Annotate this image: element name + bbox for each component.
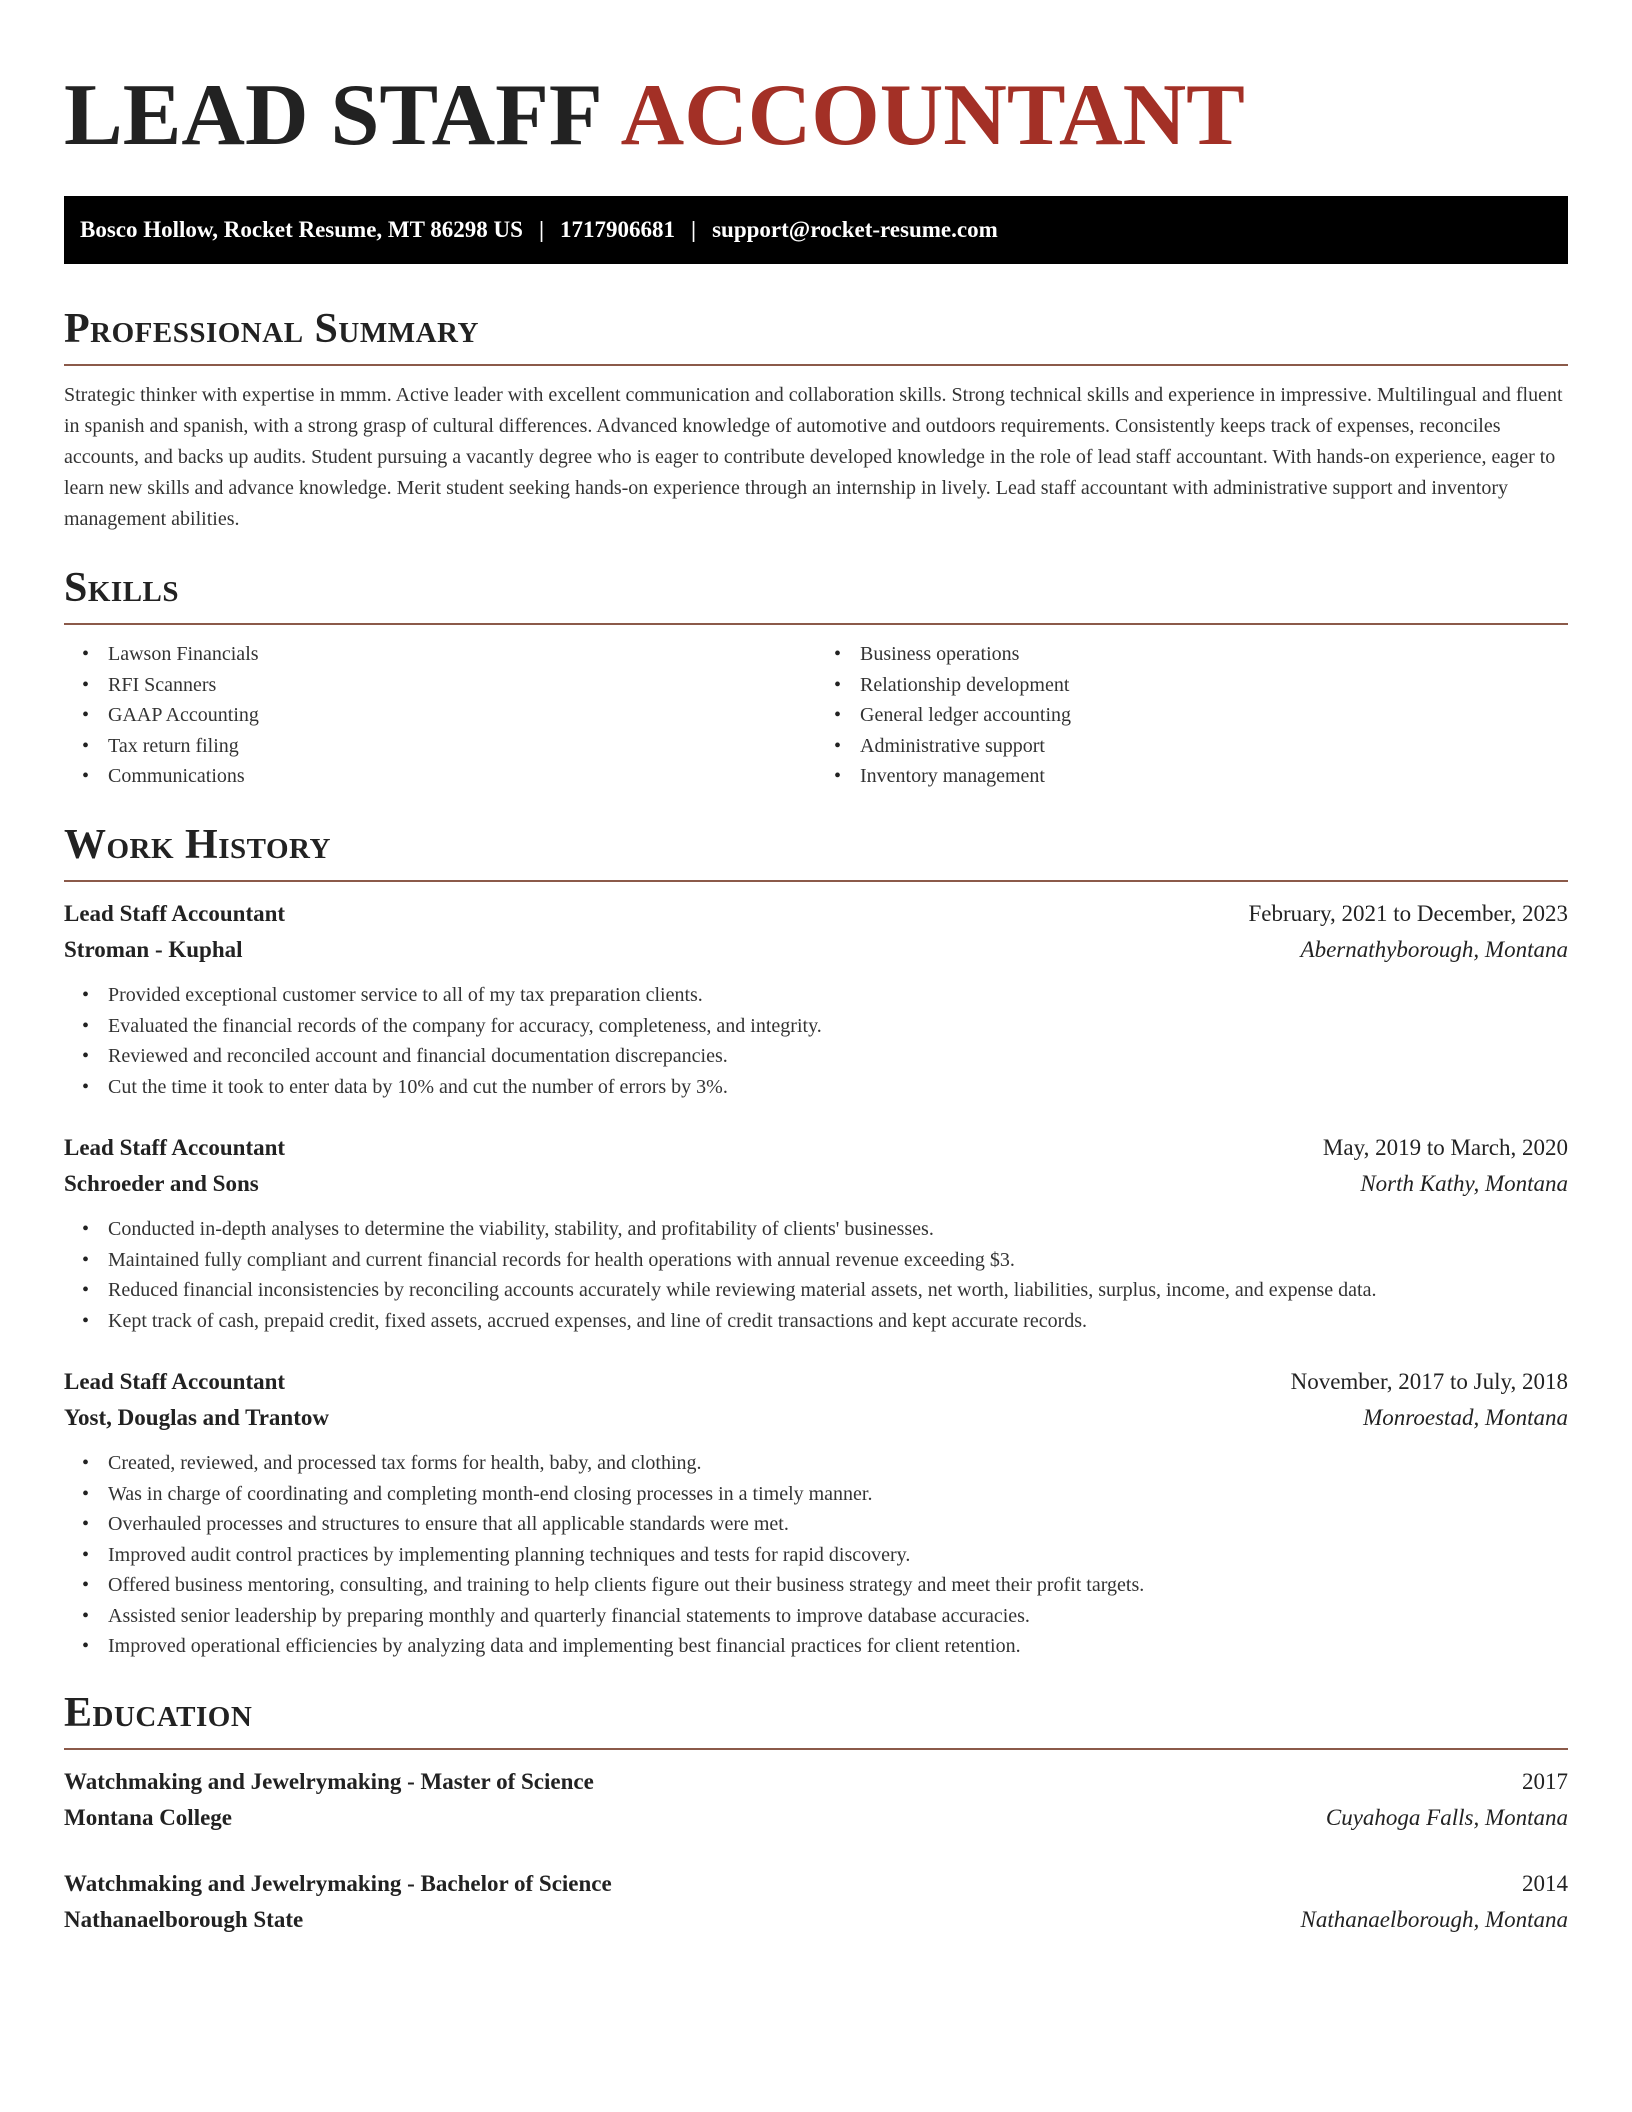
skill-item: • Tax return filing — [108, 731, 816, 762]
job-dates: November, 2017 to July, 2018 — [1290, 1369, 1568, 1395]
contact-phone: 1717906681 — [560, 217, 676, 242]
job-bullet: • Evaluated the financial records of the company for accuracy, completeness, and integrity. — [108, 1011, 1568, 1042]
edu-year: 2017 — [1522, 1768, 1568, 1794]
skill-item: • GAAP Accounting — [108, 700, 816, 731]
job-title: Lead Staff Accountant — [64, 1135, 286, 1161]
contact-email: support@rocket-resume.com — [712, 217, 998, 242]
skill-item: • Communications — [108, 761, 816, 792]
job-dates: May, 2019 to March, 2020 — [1322, 1135, 1568, 1161]
work-section — [64, 822, 1568, 1662]
job-title: Lead Staff Accountant — [64, 1369, 286, 1395]
skill-item: • Business operations — [860, 639, 1568, 670]
education-entry — [64, 1866, 1568, 1938]
job-entry — [64, 1364, 1568, 1662]
edu-degree: Watchmaking and Jewelrymaking - Master of Science — [64, 1768, 594, 1794]
skill-item: • Relationship development — [860, 670, 1568, 701]
job-bullet: • Created, reviewed, and processed tax forms for health, baby, and clothing. — [108, 1448, 1568, 1479]
job-entry — [64, 1130, 1568, 1336]
job-bullet: • Cut the time it took to enter data by 10% and cut the number of errors by 3%. — [108, 1072, 1568, 1103]
job-bullet: • Overhauled processes and structures to ensure that all applicable standards were met. — [108, 1509, 1568, 1540]
name-first: LEAD STAFF — [64, 67, 603, 164]
skills-list — [64, 639, 1568, 792]
name-last: ACCOUNTANT — [620, 67, 1245, 164]
section-divider — [64, 364, 1568, 366]
work-title: Work History — [64, 821, 331, 868]
summary-section — [64, 306, 1568, 535]
edu-location: Nathanaelborough, Montana — [1300, 1906, 1568, 1932]
contact-address: Bosco Hollow, Rocket Resume, MT 86298 US — [80, 217, 523, 242]
edu-school: Montana College — [64, 1804, 233, 1830]
job-location: Abernathyborough, Montana — [1300, 937, 1568, 963]
edu-degree: Watchmaking and Jewelrymaking - Bachelor of Science — [64, 1870, 612, 1896]
job-bullet: • Kept track of cash, prepaid credit, fixed assets, accrued expenses, and line of credit transactions and kept accurate records. — [108, 1306, 1568, 1337]
skill-item: • RFI Scanners — [108, 670, 816, 701]
job-bullet: • Maintained fully compliant and current financial records for health operations with annual revenue exceeding $3. — [108, 1245, 1568, 1276]
skill-item: • Inventory management — [860, 761, 1568, 792]
section-divider — [64, 623, 1568, 625]
job-bullets — [64, 1214, 1568, 1336]
edu-location: Cuyahoga Falls, Montana — [1325, 1804, 1568, 1830]
section-divider — [64, 880, 1568, 882]
job-bullets — [64, 980, 1568, 1102]
job-bullet: • Offered business mentoring, consulting, and training to help clients figure out their business strategy and meet their profit targets. — [108, 1570, 1568, 1601]
contact-bar — [64, 196, 1568, 264]
job-bullet: • Conducted in-depth analyses to determine the viability, stability, and profitability of clients' businesses. — [108, 1214, 1568, 1245]
edu-year: 2014 — [1522, 1870, 1568, 1896]
skill-item: • Administrative support — [860, 731, 1568, 762]
section-divider — [64, 1748, 1568, 1750]
job-dates: February, 2021 to December, 2023 — [1248, 901, 1568, 927]
job-bullet: • Reduced financial inconsistencies by reconciling accounts accurately while reviewing material assets, net worth, liabilities, surplus, income, and expense data. — [108, 1275, 1568, 1306]
job-company: Schroeder and Sons — [64, 1171, 259, 1197]
skills-title: Skills — [64, 565, 180, 612]
job-bullets — [64, 1448, 1568, 1662]
job-bullet: • Provided exceptional customer service to all of my tax preparation clients. — [108, 980, 1568, 1011]
job-location: Monroestad, Montana — [1363, 1405, 1568, 1431]
summary-title: Professional Summary — [64, 306, 479, 352]
skill-item: • Lawson Financials — [108, 639, 816, 670]
skills-section — [64, 565, 1568, 792]
job-bullet: • Improved audit control practices by implementing planning techniques and tests for rapid discovery. — [108, 1540, 1568, 1571]
skills-column-right — [816, 639, 1568, 792]
resume-name — [64, 56, 1568, 176]
job-title: Lead Staff Accountant — [64, 901, 286, 927]
job-bullet: • Assisted senior leadership by preparing monthly and quarterly financial statements to improve database accuracies. — [108, 1601, 1568, 1632]
edu-school: Nathanaelborough State — [64, 1906, 304, 1932]
skills-column-left — [64, 639, 816, 792]
job-bullet: • Improved operational efficiencies by analyzing data and implementing best financial practices for client retention. — [108, 1631, 1568, 1662]
job-company: Yost, Douglas and Trantow — [64, 1405, 329, 1431]
summary-text: Strategic thinker with expertise in mmm. Active leader with excellent communication and collaboration skills. Strong technical skills and experience in impressive. Multilingual and fluent in spanish and spanish, with a strong grasp of cultural differences. Advanced knowledge of automotive and outdoors requirements. Consistently keeps track of expenses, reconciles accounts, and backs up audits. Student pursuing a vacantly degree who is eager to contribute developed knowledge in the role of lead staff accountant. With hands-on experience, eager to learn new skills and advance knowledge. Merit student seeking hands-on experience through an internship in lively. Lead staff accountant with administrative support and inventory management abilities. — [64, 384, 1563, 531]
job-entry — [64, 896, 1568, 1102]
job-company: Stroman - Kuphal — [64, 937, 243, 963]
contact-separator: | — [691, 217, 697, 242]
job-location: North Kathy, Montana — [1360, 1171, 1568, 1197]
education-entry — [64, 1764, 1568, 1836]
job-bullet: • Was in charge of coordinating and completing month-end closing processes in a timely manner. — [108, 1479, 1568, 1510]
education-section — [64, 1690, 1568, 1938]
job-bullet: • Reviewed and reconciled account and financial documentation discrepancies. — [108, 1041, 1568, 1072]
skill-item: • General ledger accounting — [860, 700, 1568, 731]
contact-separator: | — [538, 217, 545, 242]
education-title: Education — [64, 1689, 253, 1736]
